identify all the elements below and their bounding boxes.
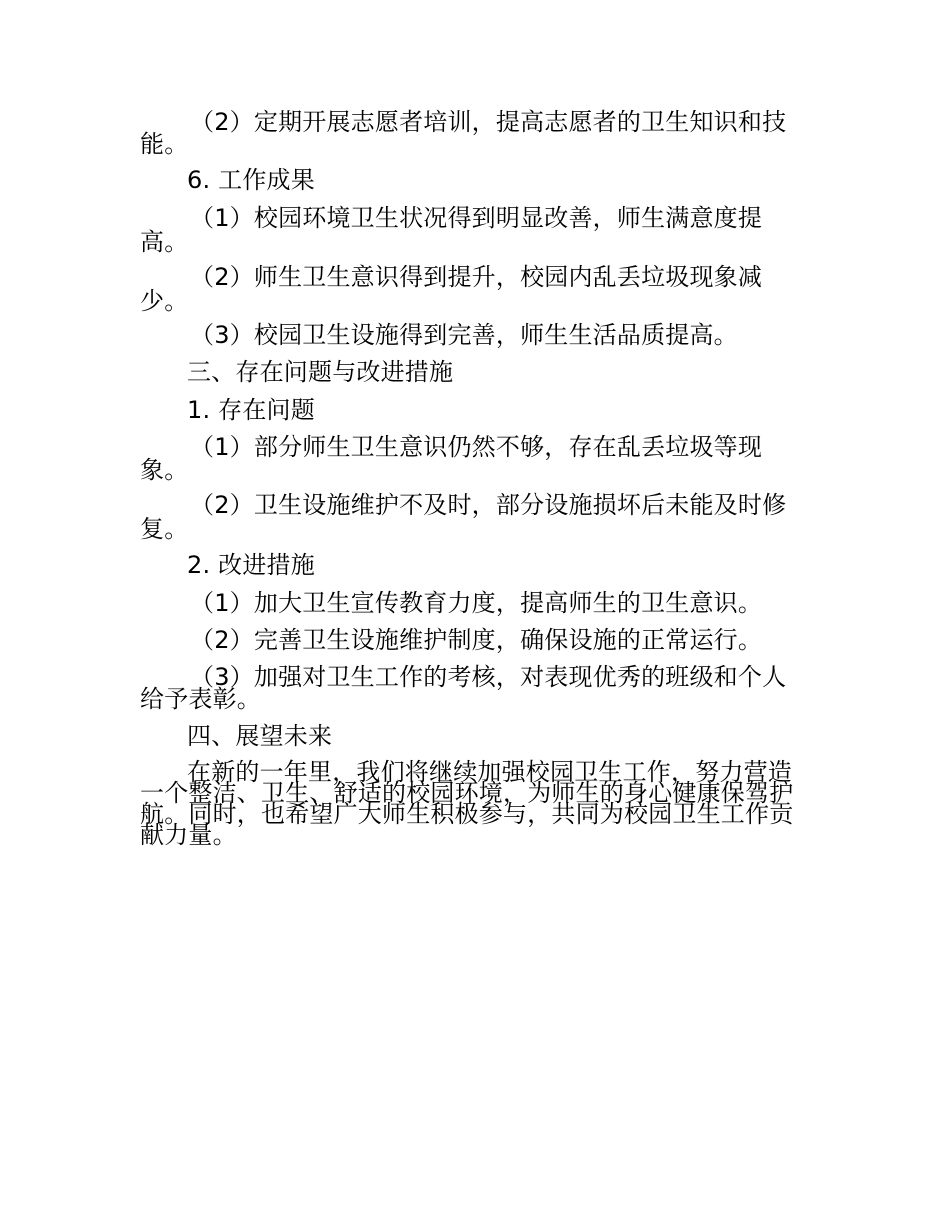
paragraph-line: （2）师生卫生意识得到提升，校园内乱丢垃圾现象减 bbox=[190, 263, 763, 291]
section-heading: 1. 存在问题 bbox=[187, 396, 315, 424]
paragraph-line: （1）校园环境卫生状况得到明显改善，师生满意度提 bbox=[190, 204, 763, 232]
paragraph-line: （3）加强对卫生工作的考核，对表现优秀的班级和个人 bbox=[190, 663, 787, 691]
paragraph-line: 少。 bbox=[140, 287, 189, 315]
section-heading: 三、存在问题与改进措施 bbox=[187, 358, 454, 386]
paragraph-line: 在新的一年里，我们将继续加强校园卫生工作，努力营造 bbox=[187, 758, 792, 786]
paragraph-line: 象。 bbox=[140, 456, 189, 484]
paragraph-line: 能。 bbox=[140, 130, 189, 158]
paragraph-line: （1）加大卫生宣传教育力度，提高师生的卫生意识。 bbox=[190, 589, 763, 617]
paragraph-line: 复。 bbox=[140, 515, 189, 543]
paragraph-line: （1）部分师生卫生意识仍然不够，存在乱丢垃圾等现 bbox=[190, 433, 763, 461]
paragraph-line: （3）校园卫生设施得到完善，师生生活品质提高。 bbox=[190, 321, 738, 349]
paragraph-line: 给予表彰。 bbox=[140, 685, 261, 713]
paragraph-line: （2）定期开展志愿者培训，提高志愿者的卫生知识和技 bbox=[190, 108, 787, 136]
paragraph-line: 航。同时，也希望广大师生积极参与，共同为校园卫生工作贡 bbox=[140, 800, 794, 828]
paragraph-line: （2）卫生设施维护不及时，部分设施损坏后未能及时修 bbox=[190, 491, 787, 519]
paragraph-line: 高。 bbox=[140, 228, 189, 256]
paragraph-line: 一个整洁、卫生、舒适的校园环境，为师生的身心健康保驾护 bbox=[140, 779, 794, 807]
paragraph-line: 献力量。 bbox=[140, 821, 237, 849]
section-heading: 2. 改进措施 bbox=[187, 551, 315, 579]
section-heading: 6. 工作成果 bbox=[187, 166, 315, 194]
section-heading: 四、展望未来 bbox=[187, 722, 333, 750]
paragraph-line: （2）完善卫生设施维护制度，确保设施的正常运行。 bbox=[190, 626, 763, 654]
